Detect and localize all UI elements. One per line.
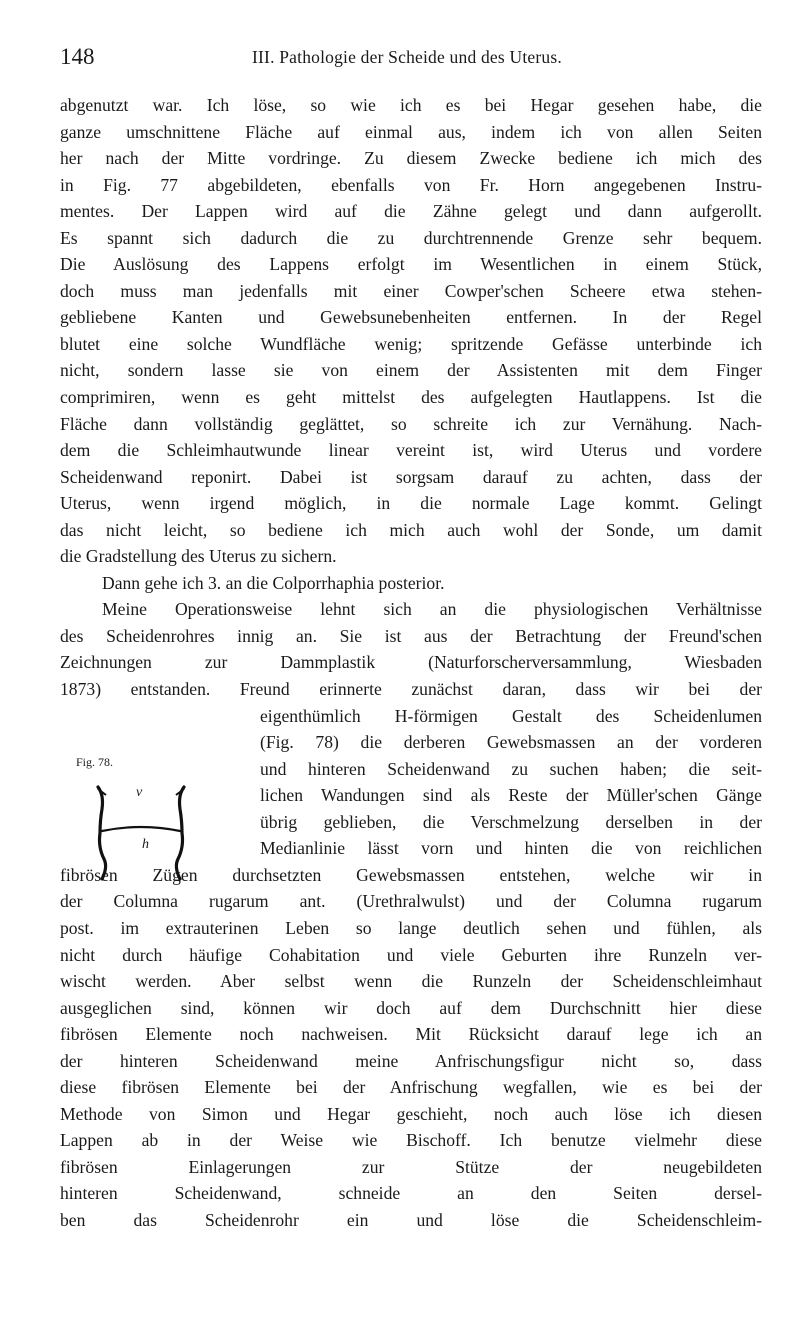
text-line: Es spannt sich dadurch die zu durchtrennende Grenze sehr bequem. [60,227,762,248]
text-line: Fläche dann vollständig geglättet, so schreite ich zur Vernähung. Nach- [60,413,762,434]
text-line: nicht, sondern lasse sie von einem der Assistenten mit dem Finger [60,360,762,381]
text-line: (Fig. 78) die derberen Gewebsmassen an der vorderen [260,732,762,753]
text-line: Lappen ab in der Weise wie Bischoff. Ich benutze vielmehr diese [60,1130,762,1151]
figure-mark-v: v [136,785,143,800]
text-line: comprimiren, wenn es geht mittelst des aufgelegten Hautlappens. Ist die [60,387,762,408]
text-line: mentes. Der Lappen wird auf die Zähne gelegt und dann aufgerollt. [60,201,762,222]
text-line: die Gradstellung des Uterus zu sichern. [60,546,337,567]
text-line: ben das Scheidenrohr ein und löse die Scheidenschleim- [60,1209,762,1230]
text-line: 1873) entstanden. Freund erinnerte zunächst daran, dass wir bei der [60,679,762,700]
figure-78 [76,753,240,903]
text-line: lichen Wandungen sind als Reste der Müller'schen Gänge [260,785,762,806]
text-line: Scheidenwand reponirt. Dabei ist sorgsam darauf zu achten, dass der [60,466,762,487]
text-line: diese fibrösen Elemente bei der Anfrischung wegfallen, wie es bei der [60,1077,762,1098]
text-line: Meine Operationsweise lehnt sich an die physiologischen Verhältnisse [102,599,762,620]
text-line: eigenthümlich H-förmigen Gestalt des Scheidenlumen [260,705,762,726]
text-line: der Columna rugarum ant. (Urethralwulst) und der Columna rugarum [60,891,762,912]
page-number: 148 [60,44,95,69]
text-line: nicht durch häufige Cohabitation und viele Geburten ihre Runzeln ver- [60,944,762,965]
text-line: post. im extrauterinen Leben so lange deutlich sehen und fühlen, als [60,917,762,938]
page-header [60,44,762,74]
text-line: Medianlinie lässt vorn und hinten die von reichlichen [260,838,762,859]
section-heading-line: Dann gehe ich 3. an die Colporrhaphia posterior. [102,572,445,593]
text-line: hinteren Scheidenwand, schneide an den Seiten dersel- [60,1183,762,1204]
text-line: der hinteren Scheidenwand meine Anfrischungsfigur nicht so, dass [60,1050,762,1071]
text-line: und hinteren Scheidenwand zu suchen haben; die seit- [260,758,762,779]
running-head: III. Pathologie der Scheide und des Uterus. [252,47,562,67]
figure-label: Fig. 78. [76,755,114,769]
text-line: abgenutzt war. Ich löse, so wie ich es bei Hegar gesehen habe, die [60,95,762,115]
text-line: Uterus, wenn irgend möglich, in die normale Lage kommt. Gelingt [60,493,762,514]
text-line: fibrösen Einlagerungen zur Stütze der neugebildeten [60,1156,762,1177]
text-line: fibrösen Zügen durchsetzten Gewebsmassen entstehen, welche wir in [60,864,762,885]
text-line: her nach der Mitte vordringe. Zu diesem Zwecke bediene ich mich des [60,148,762,169]
text-line: Zeichnungen zur Dammplastik (Naturforscherversammlung, Wiesbaden [60,652,762,673]
text-line: in Fig. 77 abgebildeten, ebenfalls von Fr. Horn angegebenen Instru- [60,174,762,195]
text-line: des Scheidenrohres innig an. Sie ist aus der Betrachtung der Freund'schen [60,625,762,646]
text-line: blutet eine solche Wundfläche wenig; spritzende Gefässe unterbinde ich [60,333,762,354]
text-line: gebliebene Kanten und Gewebsunebenheiten entfernen. In der Regel [60,307,762,328]
text-line: ausgeglichen sind, können wir doch auf dem Durchschnitt hier diese [60,997,762,1018]
text-line: übrig geblieben, die Verschmelzung derselben in der [260,811,762,832]
text-line: Die Auslösung des Lappens erfolgt im Wesentlichen in einem Stück, [60,254,762,275]
text-line: ganze umschnittene Fläche auf einmal aus, indem ich von allen Seiten [60,121,762,142]
text-line: Methode von Simon und Hegar geschieht, noch auch löse ich diesen [60,1103,762,1124]
text-line: wischt werden. Aber selbst wenn die Runzeln der Scheidenschleimhaut [60,971,762,992]
figure-mark-h: h [142,837,149,852]
text-line: doch muss man jedenfalls mit einer Cowper'schen Scheere etwa stehen- [60,280,762,301]
text-line: das nicht leicht, so bediene ich mich auch wohl der Sonde, um damit [60,519,762,540]
text-line: fibrösen Elemente noch nachweisen. Mit Rücksicht darauf lege ich an [60,1024,762,1045]
body-text [60,92,762,1234]
text-line: dem die Schleimhautwunde linear vereint ist, wird Uterus und vordere [60,440,762,461]
